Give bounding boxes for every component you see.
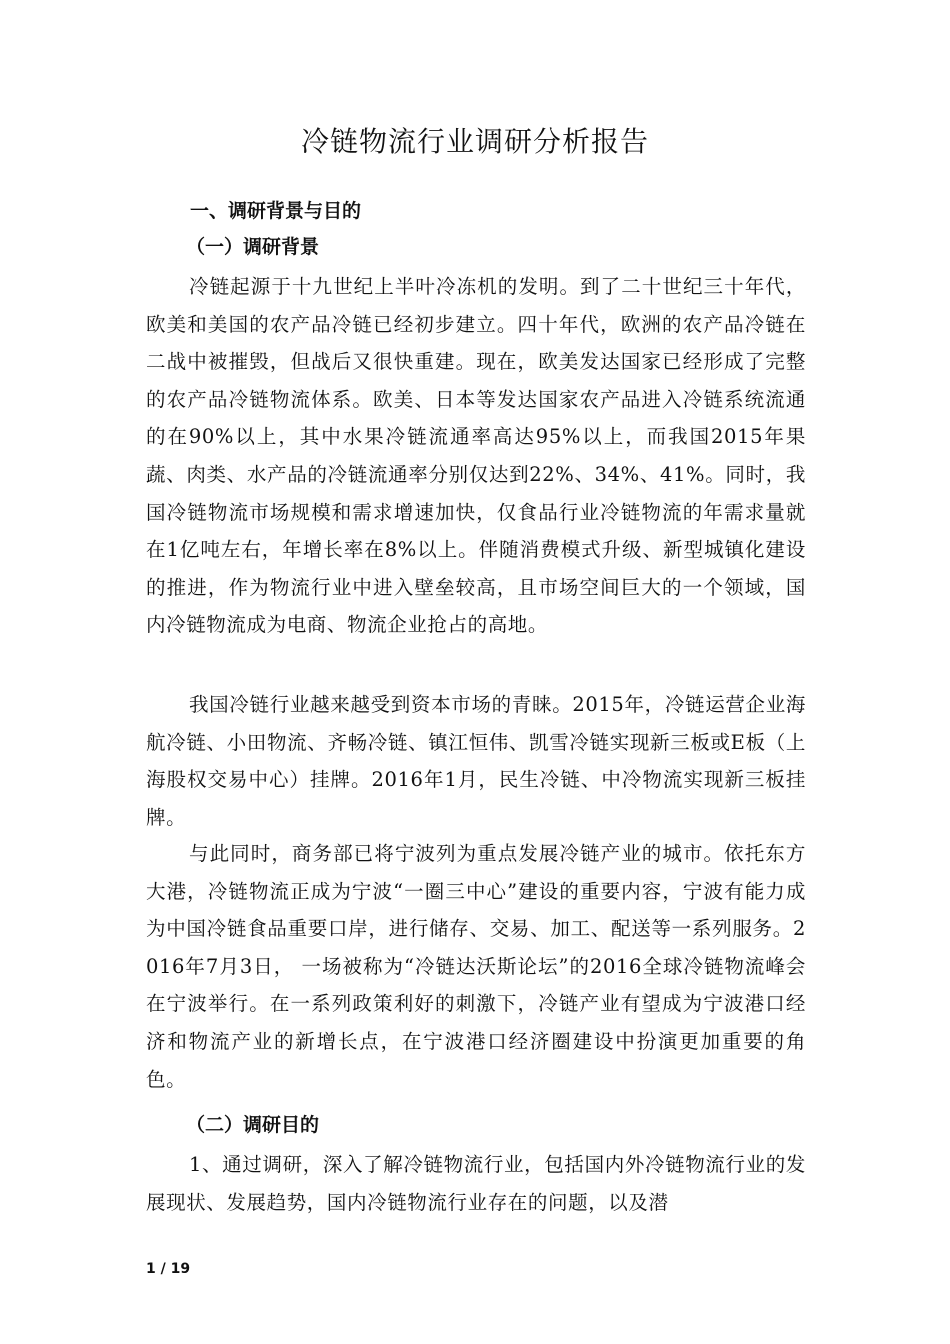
paragraph-cold-chain-origin: 冷链起源于十九世纪上半叶冷冻机的发明。到了二十世纪三十年代，欧美和美国的农产品冷链已经初步建立。四十年代，欧洲的农产品冷链在二战中被摧毁，但战后又很快重建。现在，欧美发达国家已经形成了完整的农产品冷链物流体系。欧美、日本等发达国家农产品进入冷链系统流通的在90%以上，其中水果冷链流通率高达95%以上，而我国2015年果蔬、肉类、水产品的冷链流通率分别仅达到22%、34%、41%。同时，我国冷链物流市场规模和需求增速加快，仅食品行业冷链物流的年需求量就在1亿吨左右，年增长率在8%以上。伴随消费模式升级、新型城镇化建设的推进，作为物流行业中进入壁垒较高，且市场空间巨大的一个领域，国内冷链物流成为电商、物流企业抢占的高地。 bbox=[146, 275, 806, 637]
document-title: 冷链物流行业调研分析报告 bbox=[300, 125, 649, 158]
paragraph-capital-market: 我国冷链行业越来越受到资本市场的青睐。2015年，冷链运营企业海航冷链、小田物流、齐畅冷链、镇江恒伟、凯雪冷链实现新三板或E板（上海股权交易中心）挂牌。2016年1月，民生冷链、中冷物流实现新三板挂牌。 bbox=[146, 693, 806, 829]
page-number: 1 / 19 bbox=[146, 1261, 191, 1277]
subsection-heading-background: （一）调研背景 bbox=[186, 236, 320, 258]
paragraph-ningbo: 与此同时，商务部已将宁波列为重点发展冷链产业的城市。依托东方大港，冷链物流正成为宁波“一圈三中心”建设的重要内容，宁波有能力成为中国冷链食品重要口岸，进行储存、交易、加工、配送等一系列服务。2016年7月3日， 一场被称为“冷链达沃斯论坛”的2016全球冷链物流峰会在宁波举行。在一系列政策利好的刺激下，冷链产业有望成为宁波港口经济和物流产业的新增长点，在宁波港口经济圈建设中扮演更加重要的角色。 bbox=[146, 842, 806, 1091]
subsection-heading-purpose: （二）调研目的 bbox=[186, 1114, 320, 1136]
section-heading-background-purpose: 一、调研背景与目的 bbox=[190, 200, 362, 222]
paragraph-purpose-1: 1、通过调研，深入了解冷链物流行业，包括国内外冷链物流行业的发展现状、发展趋势，国内冷链物流行业存在的问题，以及潜 bbox=[146, 1153, 806, 1214]
